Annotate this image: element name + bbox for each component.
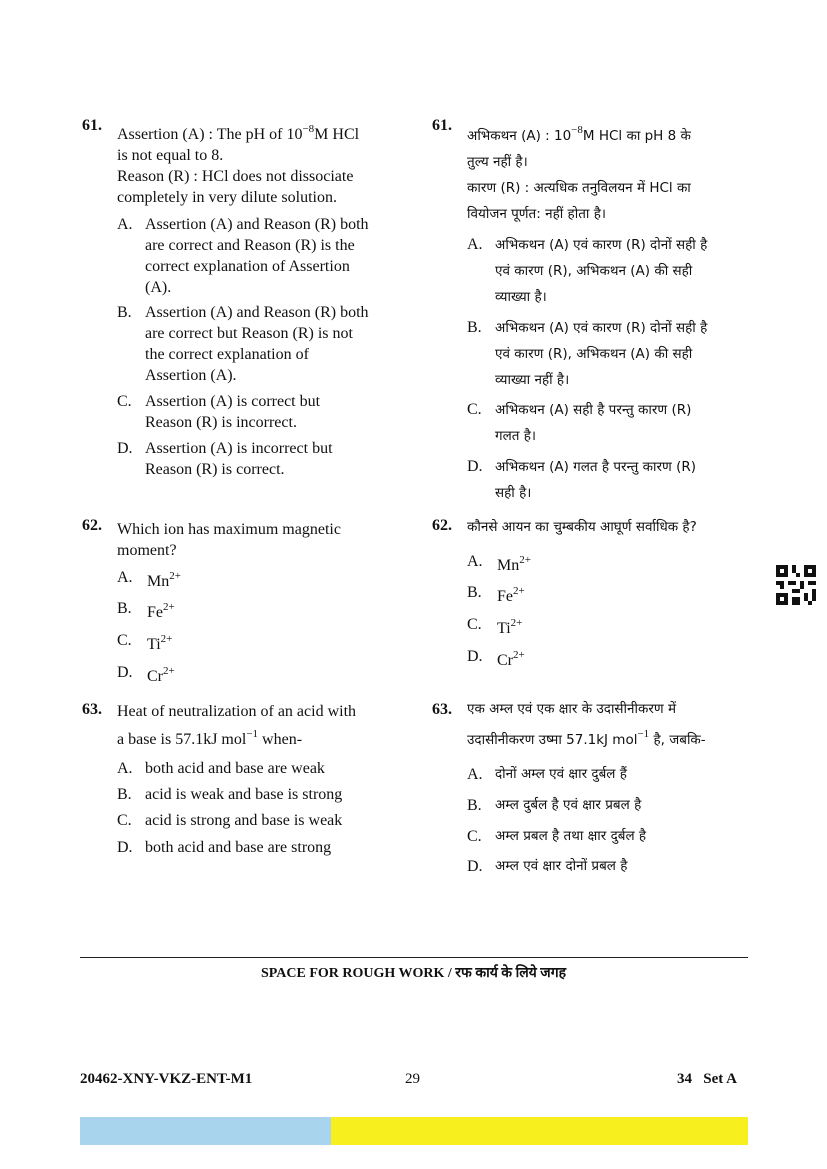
footer-color-bar-left [80,1117,331,1145]
page-number: 29 [405,1071,420,1087]
footer-color-bar-right [331,1117,748,1145]
question-number: 63. [82,701,102,718]
qr-code-icon [776,565,816,605]
question-number: 62. [82,517,102,534]
question-stem: अभिकथन (A) : $10^{-8}M$ HCl का pH 8 के तुल्य नहीं है। कारण (R) : अत्यधिक तनुविलयन में HCl का वियोजन पूर्णत: नहीं होता है। [467,124,691,222]
question-stem: कौनसे आयन का चुम्बकीय आघूर्ण सर्वाधिक है? [467,519,697,535]
question-stem: एक अम्ल एवं एक क्षार के उदासीनीकरण में उदासीनीकरण उष्मा 57.1kJ mol$^{-1}$ है, जबकि- [467,701,706,748]
rough-work-label: SPACE FOR ROUGH WORK / रफ कार्य के लिये जगह [260,966,567,981]
rough-work-divider [80,957,748,958]
paper-code: 20462-XNY-VKZ-ENT-M1 [80,1071,253,1087]
question-stem: Which ion has maximum magnetic moment? [117,521,341,559]
question-stem: Heat of neutralization of an acid with a base is 57.1kJ mol$^{-1}$ when- [117,703,357,748]
question-number: 63. [432,701,452,718]
question-number: 62. [432,517,452,534]
set-label: 34 Set A [677,1071,737,1087]
question-number: 61. [82,117,102,134]
question-stem: Assertion (A) : The pH of $10^{-8}M$ HCl is not equal to 8. Reason (R) : HCl does not dissociate completely in very dilute solution. [117,123,360,206]
question-number: 61. [432,117,452,134]
